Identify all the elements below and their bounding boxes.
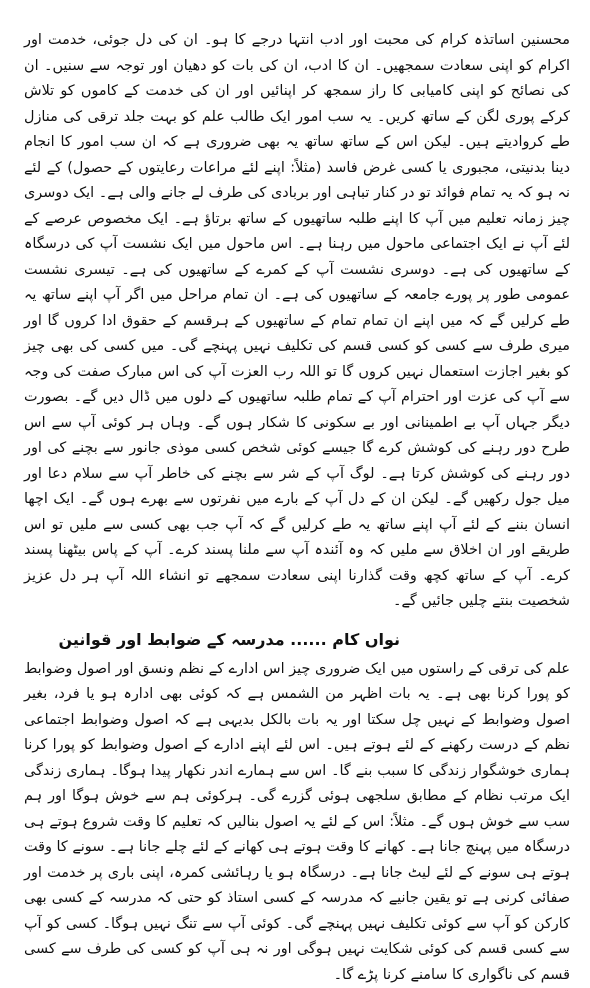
section-heading: نواں کام ...... مدرسہ کے ضوابط اور قوانین — [24, 627, 570, 653]
closing-paragraph: علم کی ترقی کے راستوں میں ایک ضروری چیز اس ادارے کے نظم ونسق اور اصول وضوابط کو پورا کرنا بھی ہے۔ یہ بات اظہر من الشمس ہے کہ کوئی بھی ادارہ ہو یا فرد، بغیر اصول وضوابط کے نہیں چل سکتا اور یہ بات بالکل بدیہی ہے کہ اصول وضوابط اجتماعی نظم کے درست رکھنے کے لئے ہوتے ہیں۔ اس لئے اپنے ادارے کے اصول وضوابط کو پورا کرنا ہماری خوشگوار زندگی کا سبب بنے گا۔ اس سے ہمارے اندر نکھار پیدا ہوگا۔ ہماری زندگی ایک مرتب نظام کے مطابق سلجھی ہوئی گزرے گی۔ ہرکوئی ہم سے خوش ہوگا اور ہم سب سے خوش ہوں گے۔ مثلاً: اس کے لئے یہ اصول بنالیں کہ تعلیم کا وقت شروع ہوتے ہی درسگاہ میں پہنچ جانا ہے۔ کھانے کا وقت ہوتے ہی کھانے کے لئے چلے جانا ہے۔ سونے کا وقت ہوتے ہی سونے کے لئے لیٹ جانا ہے۔ درسگاہ ہو یا رہائشی کمرہ، اپنی باری پر خدمت اور صفائی کرنی ہے تو یقین جانیے کہ مدرسہ کے کسی استاذ کو حتی کہ مدرسہ کے کسی بھی کارکن کو آپ سے کوئی تکلیف نہیں پہنچے گی۔ کوئی آپ سے تنگ نہیں ہوگا۔ کسی کو آپ سے کسی قسم کی کوئی شکایت نہیں ہوگی اور نہ ہی آپ کو کسی کی طرف سے کسی قسم کی ناگواری کا سامنے کرنا پڑے گا۔ — [24, 657, 570, 988]
opening-paragraph: محسنین اساتذہ کرام کی محبت اور ادب انتہا درجے کا ہو۔ ان کی دل جوئی، خدمت اور اکرام کو اپنی سعادت سمجھیں۔ ان کا ادب، ان کی بات کو دھیان اور توجہ سے سنیں۔ ان کی نصائح کو اپنی کامیابی کا راز سمجھ کر اپنائیں اور ان کی خدمت کے کاموں کو تلاش کرکے پوری لگن کے ساتھ کریں۔ یہ سب امور ایک طالب علم کو بہت جلد ترقی کی منازل طے کروادیتے ہیں۔ لیکن اس کے ساتھ ساتھ یہ بھی ضروری ہے کہ ان سب امور کا انجام دینا بدنیتی، مجبوری یا کسی غرض فاسد (مثلاً: اپنے لئے مراعات رعایتوں کے حصول) کے لئے نہ ہو کہ یہ تمام فوائد تو در کنار تباہی اور بربادی کی طرف لے جانے والی ہے۔ ایک دوسری چیز زمانہ تعلیم میں آپ کا اپنے طلبہ ساتھیوں کے ساتھ برتاؤ ہے۔ ایک مخصوص عرصے کے لئے آپ نے ایک اجتماعی ماحول میں رہنا ہے۔ اس ماحول میں ایک نشست آپ کی درسگاہ کے ساتھیوں کی ہے۔ دوسری نشست آپ کے کمرے کے ساتھیوں کی ہے۔ تیسری نشست عمومی طور پر پورے جامعہ کے ساتھیوں کی ہے۔ ان تمام مراحل میں اگر آپ اپنے ساتھ یہ طے کرلیں گے کہ میں اپنے ان تمام تمام کے ساتھیوں کے ہرقسم کے حقوق ادا کروں گا اور میری طرف سے کسی کو کسی قسم کی تکلیف نہیں پہنچے گی۔ میں کسی کی بھی چیز کو بغیر اجازت استعمال نہیں کروں گا تو اللہ رب العزت آپ کی اس مبارک صفت کی وجہ سے آپ کی عزت اور احترام آپ کے تمام طلبہ ساتھیوں کے دلوں میں ڈال دیں گے۔ بصورت دیگر جہاں آپ بے اطمینانی اور بے سکونی کا شکار ہوں گے۔ وہاں ہر کوئی آپ سے اس طرح دور رہنے کی کوشش کرے گا جیسے کوئی شخص کسی موذی جانور سے بچنے کی اور دور رہنے کی کوشش کرتا ہے۔ لوگ آپ کے شر سے بچنے کی خاطر آپ سے سلام دعا اور میل جول رکھیں گے۔ لیکن ان کے دل آپ کے بارے میں نفرتوں سے بھرے ہوں گے۔ ایک اچھا انسان بننے کے لئے آپ اپنے ساتھ یہ طے کرلیں گے کہ آپ جب بھی کسی سے ملیں تو اس طریقے اور ان اخلاق سے ملیں کہ وہ آئندہ آپ سے ملنا پسند کرے۔ آپ کے پاس بیٹھنا پسند کرے۔ آپ کے ساتھ کچھ وقت گذارنا اپنی سعادت سمجھے تو انشاء اللہ آپ ہر دل عزیز شخصیت بنتے چلیں جائیں گے۔ — [24, 28, 570, 615]
